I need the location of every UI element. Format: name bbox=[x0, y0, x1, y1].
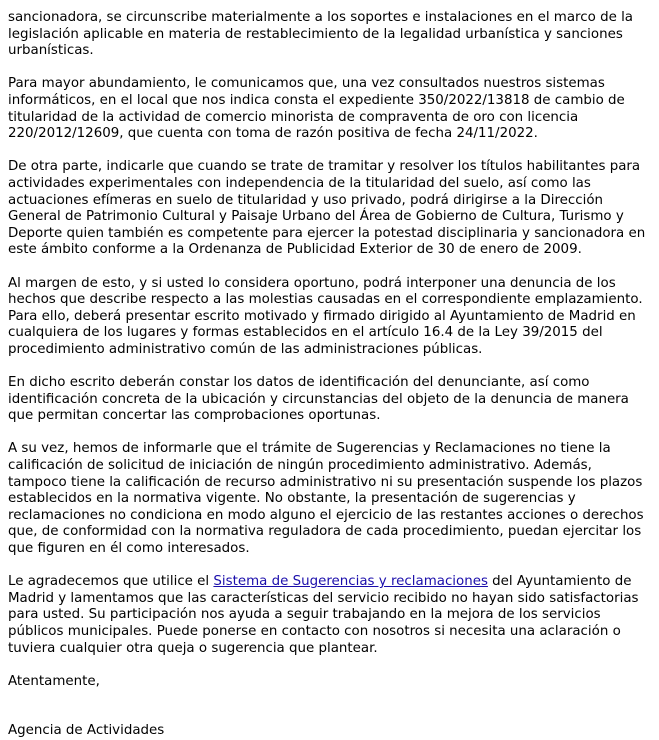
paragraph-patrimonio-cultural: De otra parte, indicarle que cuando se trate de tramitar y resolver los títulos habilitantes para actividades experimentales con independencia de la titularidad del suelo, así como las actuaciones efímeras en suelo de titularidad y uso privado, podrá dirigirse a la Dirección General de Patrimonio Cultural y Paisaje Urbano del Área de Gobierno de Cultura, Turismo y Deporte quien también es competente para ejercer la potestad disciplinaria y sancionadora en este ámbito conforme a la Ordenanza de Publicidad Exterior de 30 de enero de 2009. bbox=[8, 159, 646, 258]
paragraph-legal-scope: sancionadora, se circunscribe materialmente a los soportes e instalaciones en el marco de la legislación aplicable en materia de restablecimiento de la legalidad urbanística y sanciones urbanísticas. bbox=[8, 10, 633, 59]
paragraph-closing bbox=[8, 574, 652, 657]
paragraph-expediente-info: Para mayor abundamiento, le comunicamos que, una vez consultados nuestros sistemas informáticos, en el local que nos indica consta el expediente 350/2022/13818 de cambio de titularidad de la actividad de comercio minorista de compraventa de oro con licencia 220/2012/12609, que cuenta con toma de razón positiva de fecha 24/11/2022. bbox=[8, 76, 625, 142]
signature: Agencia de Actividades bbox=[8, 723, 165, 739]
paragraph-sugerencias-reclamaciones: A su vez, hemos de informarle que el trámite de Sugerencias y Reclamaciones no tiene la calificación de solicitud de iniciación de ningún procedimiento administrativo. Además, tampoco tiene la calificación de recurso administrativo ni su presentación suspende los plazos establecidos en la normativa vigente. No obstante, la presentación de sugerencias y reclamaciones no condiciona en modo alguno el ejercicio de las restantes acciones o derechos que, de conformidad con la normativa reguladora de cada procedimiento, puedan ejercitar los que figuren en él como interesados. bbox=[8, 441, 644, 556]
closing-text-before-link: Le agradecemos que utilice el bbox=[8, 574, 214, 590]
salutation: Atentamente, bbox=[8, 673, 100, 689]
paragraph-escrito-requirements: En dicho escrito deberán constar los datos de identificación del denunciante, así como identificación concreta de la ubicación y circunstancias del objeto de la denuncia de manera que permitan concertar las comprobaciones oportunas. bbox=[8, 375, 629, 424]
closing-text-after-link: del Ayuntamiento de Madrid y lamentamos que las características del servicio recibido no hayan sido satisfactorias para usted. Su participación nos ayuda a seguir trabajando en la mejora de los servicios públicos municipales. Puede ponerse en contacto con nosotros si necesita una aclaración o tuviera cualquier otra queja o sugerencia que plantear. bbox=[8, 574, 639, 656]
paragraph-denuncia: Al margen de esto, y si usted lo considera oportuno, podrá interponer una denuncia de los hechos que describe respecto a las molestias causadas en el correspondiente emplazamiento. Para ello, deberá presentar escrito motivado y firmado dirigido al Ayuntamiento de Madrid en cualquiera de los lugares y formas establecidos en el artículo 16.4 de la Ley 39/2015 del procedimiento administrativo común de las administraciones públicas. bbox=[8, 275, 643, 357]
sugerencias-reclamaciones-link[interactable]: Sistema de Sugerencias y reclamaciones bbox=[213, 574, 488, 590]
